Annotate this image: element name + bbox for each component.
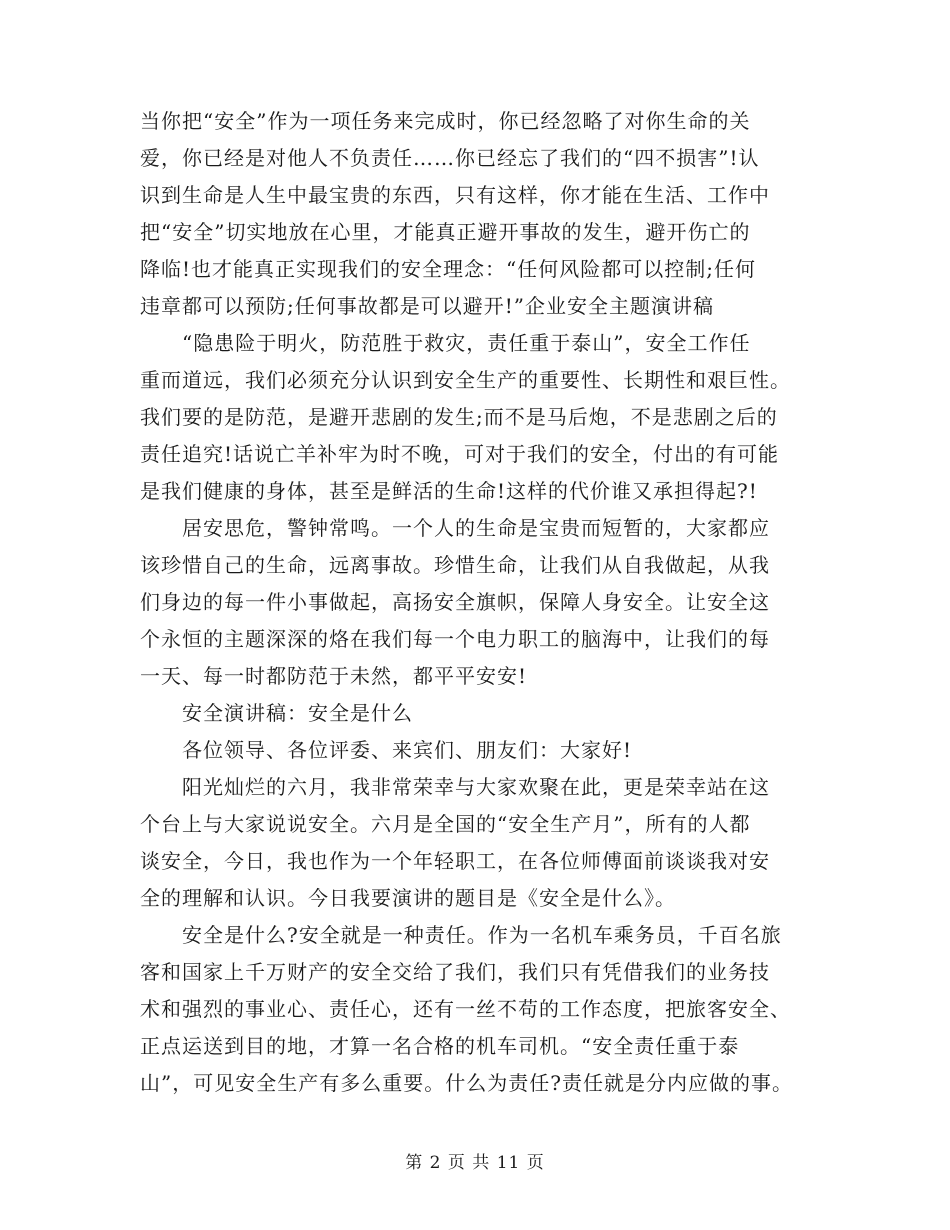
text-line: 个永恒的主题深深的烙在我们每一个电力职工的脑海中，让我们的每 xyxy=(140,627,770,651)
text-line: 谈安全，今日，我也作为一个年轻职工，在各位师傅面前谈谈我对安 xyxy=(140,849,770,873)
text-line: 阳光灿烂的六月，我非常荣幸与大家欢聚在此，更是荣幸站在这 xyxy=(140,775,770,799)
text-line: 把“安全”切实地放在心里，才能真正避开事故的发生，避开伤亡的 xyxy=(140,220,751,244)
text-line: 重而道远，我们必须充分认识到安全生产的重要性、长期性和艰巨性。 xyxy=(140,368,791,392)
text-line: 山”，可见安全生产有多么重要。什么为责任?责任就是分内应做的事。 xyxy=(140,1071,793,1095)
text-line: 识到生命是人生中最宝贵的东西，只有这样，你才能在生活、工作中 xyxy=(140,183,770,207)
text-line: 责任追究!话说亡羊补牢为时不晚，可对于我们的安全，付出的有可能 xyxy=(140,442,780,466)
text-line: 安全是什么?安全就是一种责任。作为一名机车乘务员，千百名旅 xyxy=(140,923,782,947)
text-line: 居安思危，警钟常鸣。一个人的生命是宝贵而短暂的，大家都应 xyxy=(140,516,770,540)
text-line: 该珍惜自己的生命，远离事故。珍惜生命，让我们从自我做起，从我 xyxy=(140,553,770,577)
text-line: 是我们健康的身体，甚至是鲜活的生命!这样的代价谁又承担得起?! xyxy=(140,479,758,503)
text-line: 我们要的是防范，是避开悲剧的发生;而不是马后炮，不是悲剧之后的 xyxy=(140,405,778,429)
text-line: 个台上与大家说说安全。六月是全国的“安全生产月”，所有的人都 xyxy=(140,812,751,836)
section-heading: 安全演讲稿：安全是什么 xyxy=(140,701,413,725)
text-line: 全的理解和认识。今日我要演讲的题目是《安全是什么》。 xyxy=(140,886,676,910)
text-line: 客和国家上千万财产的安全交给了我们，我们只有凭借我们的业务技 xyxy=(140,960,770,984)
text-line: 违章都可以预防;任何事故都是可以避开!”企业安全主题演讲稿 xyxy=(140,294,714,318)
text-line: 当你把“安全”作为一项任务来完成时，你已经忽略了对你生命的关 xyxy=(140,109,751,133)
text-line: 们身边的每一件小事做起，高扬安全旗帜，保障人身安全。让安全这 xyxy=(140,590,770,614)
text-line: 降临!也才能真正实现我们的安全理念：“任何风险都可以控制;任何 xyxy=(140,257,756,281)
text-line: 正点运送到目的地，才算一名合格的机车司机。“安全责任重于泰 xyxy=(140,1034,740,1058)
text-line: “隐患险于明火，防范胜于救灾，责任重于泰山”，安全工作任 xyxy=(140,331,751,355)
text-line: 术和强烈的事业心、责任心，还有一丝不苟的工作态度，把旅客安全、 xyxy=(140,997,791,1021)
salutation-line: 各位领导、各位评委、来宾们、朋友们：大家好! xyxy=(140,738,633,762)
document-body xyxy=(140,103,830,1102)
text-line: 一天、每一时都防范于未然，都平平安安! xyxy=(140,664,528,688)
page-number-footer: 第 2 页 共 11 页 xyxy=(405,1153,545,1173)
text-line: 爱，你已经是对他人不负责任……你已经忘了我们的“四不损害”!认 xyxy=(140,146,760,170)
